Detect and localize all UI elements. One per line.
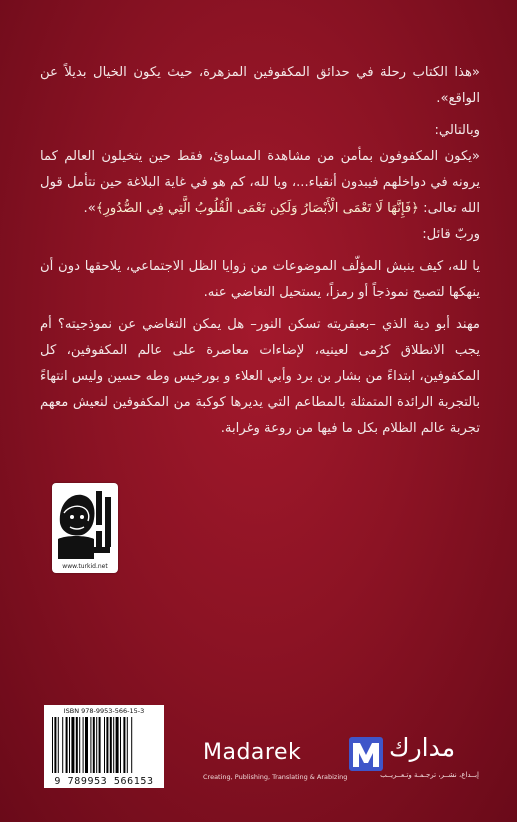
barcode-bar [123,717,125,773]
barcode-bar [62,717,63,773]
barcode-bar [66,717,68,773]
barcode-bar [113,717,114,773]
barcode-bar [120,717,121,773]
barcode-bars [50,717,158,773]
barcode-bar [104,717,105,773]
barcode-bar [127,717,128,773]
isbn-digits: 9 789953 566153 [54,776,154,787]
barcode-bar [90,717,91,773]
publisher-tagline-ar: إبــداع، نشــر، ترجـمـة وتـعــريــب [380,771,479,779]
turki-aldakhil-logo [52,483,118,573]
author-portrait-icon [52,483,118,561]
blurb-paragraph-2-text: «يكون المكفوفون بمأمن من مشاهدة المساوئ، فقط حين يتخيلون العالم كما يرونه في دواخلهم فيبدون أنقياء...، ويا لله، كم هو في غاية البلاغة حين نتأمل قول الله تعالى: [40,149,480,216]
publisher-name-arabic: مدارك [389,733,456,762]
isbn-barcode [44,705,164,788]
blurb-text [40,60,480,442]
blurb-intro-2: وبالتالي: [434,123,480,138]
barcode-bar [99,717,101,773]
barcode-bar [131,717,132,773]
isbn-label: ISBN 978-9953-566-15-3 [63,707,145,715]
blurb-paragraph-2-end: ». [83,201,96,216]
madarek-logo-icon [349,737,383,771]
barcode-bar [69,717,70,773]
barcode-bar [93,717,95,773]
barcode-bar [54,717,56,773]
blurb-paragraph-2 [40,144,480,222]
barcode-bar [79,717,80,773]
barcode-bar [116,717,119,773]
publisher-tagline-en: Creating, Publishing, Translating & Arabizing [203,773,348,781]
barcode-bar [58,717,59,773]
barcode-bar [71,717,74,773]
publisher-name-latin: Madarek [203,740,302,765]
barcode-bar [106,717,108,773]
blurb-paragraph-4: مهند أبو دية الذي –بعبقريته تسكن النور– هل يمكن التغاضي عن نموذجيته؟ أم يجب الانطلاق كرُمى لعينيه، لإضاءات معاصرة على عالم المكفوفين، كل المكفوفين، ابتداءً من بشار بن برد وأبي العلاء و بورخيس وطه حسين وليس انتهاءً بالتجربة الرائدة المتمثلة بالمطاعم التي يديرها كوكبة من المكفوفين لنعيش معهم تجربة عالم الظلام بكل ما فيها من روعة وغرابة. [40,317,480,436]
quran-verse: ﴿فَإِنَّهَا لَا تَعْمَى الْأَبْصَارُ وَلَكِن تَعْمَى الْقُلُوبُ الَّتِي فِي الصُّدُورِ﴾ [95,201,419,216]
blurb-paragraph-3: يا لله، كيف ينبش المؤلّف الموضوعات من زوايا الظل الاجتماعي، يلاحقها دون أن ينهكها لتصبح نموذجاً أو رمزاً، يستحيل التغاضي عنه. [40,259,480,300]
barcode-bar [110,717,112,773]
logo-url: www.turkid.net [62,563,108,570]
barcode-bar [52,717,53,773]
barcode-bar [76,717,78,773]
barcode-bar [85,717,88,773]
barcode-bar [83,717,84,773]
barcode-bar [96,717,97,773]
blurb-intro-3: وربّ قائل: [422,227,480,242]
blurb-paragraph-1: «هذا الكتاب رحلة في حدائق المكفوفين المزهرة، حيث يكون الخيال بديلاً عن الواقع». [40,65,480,106]
